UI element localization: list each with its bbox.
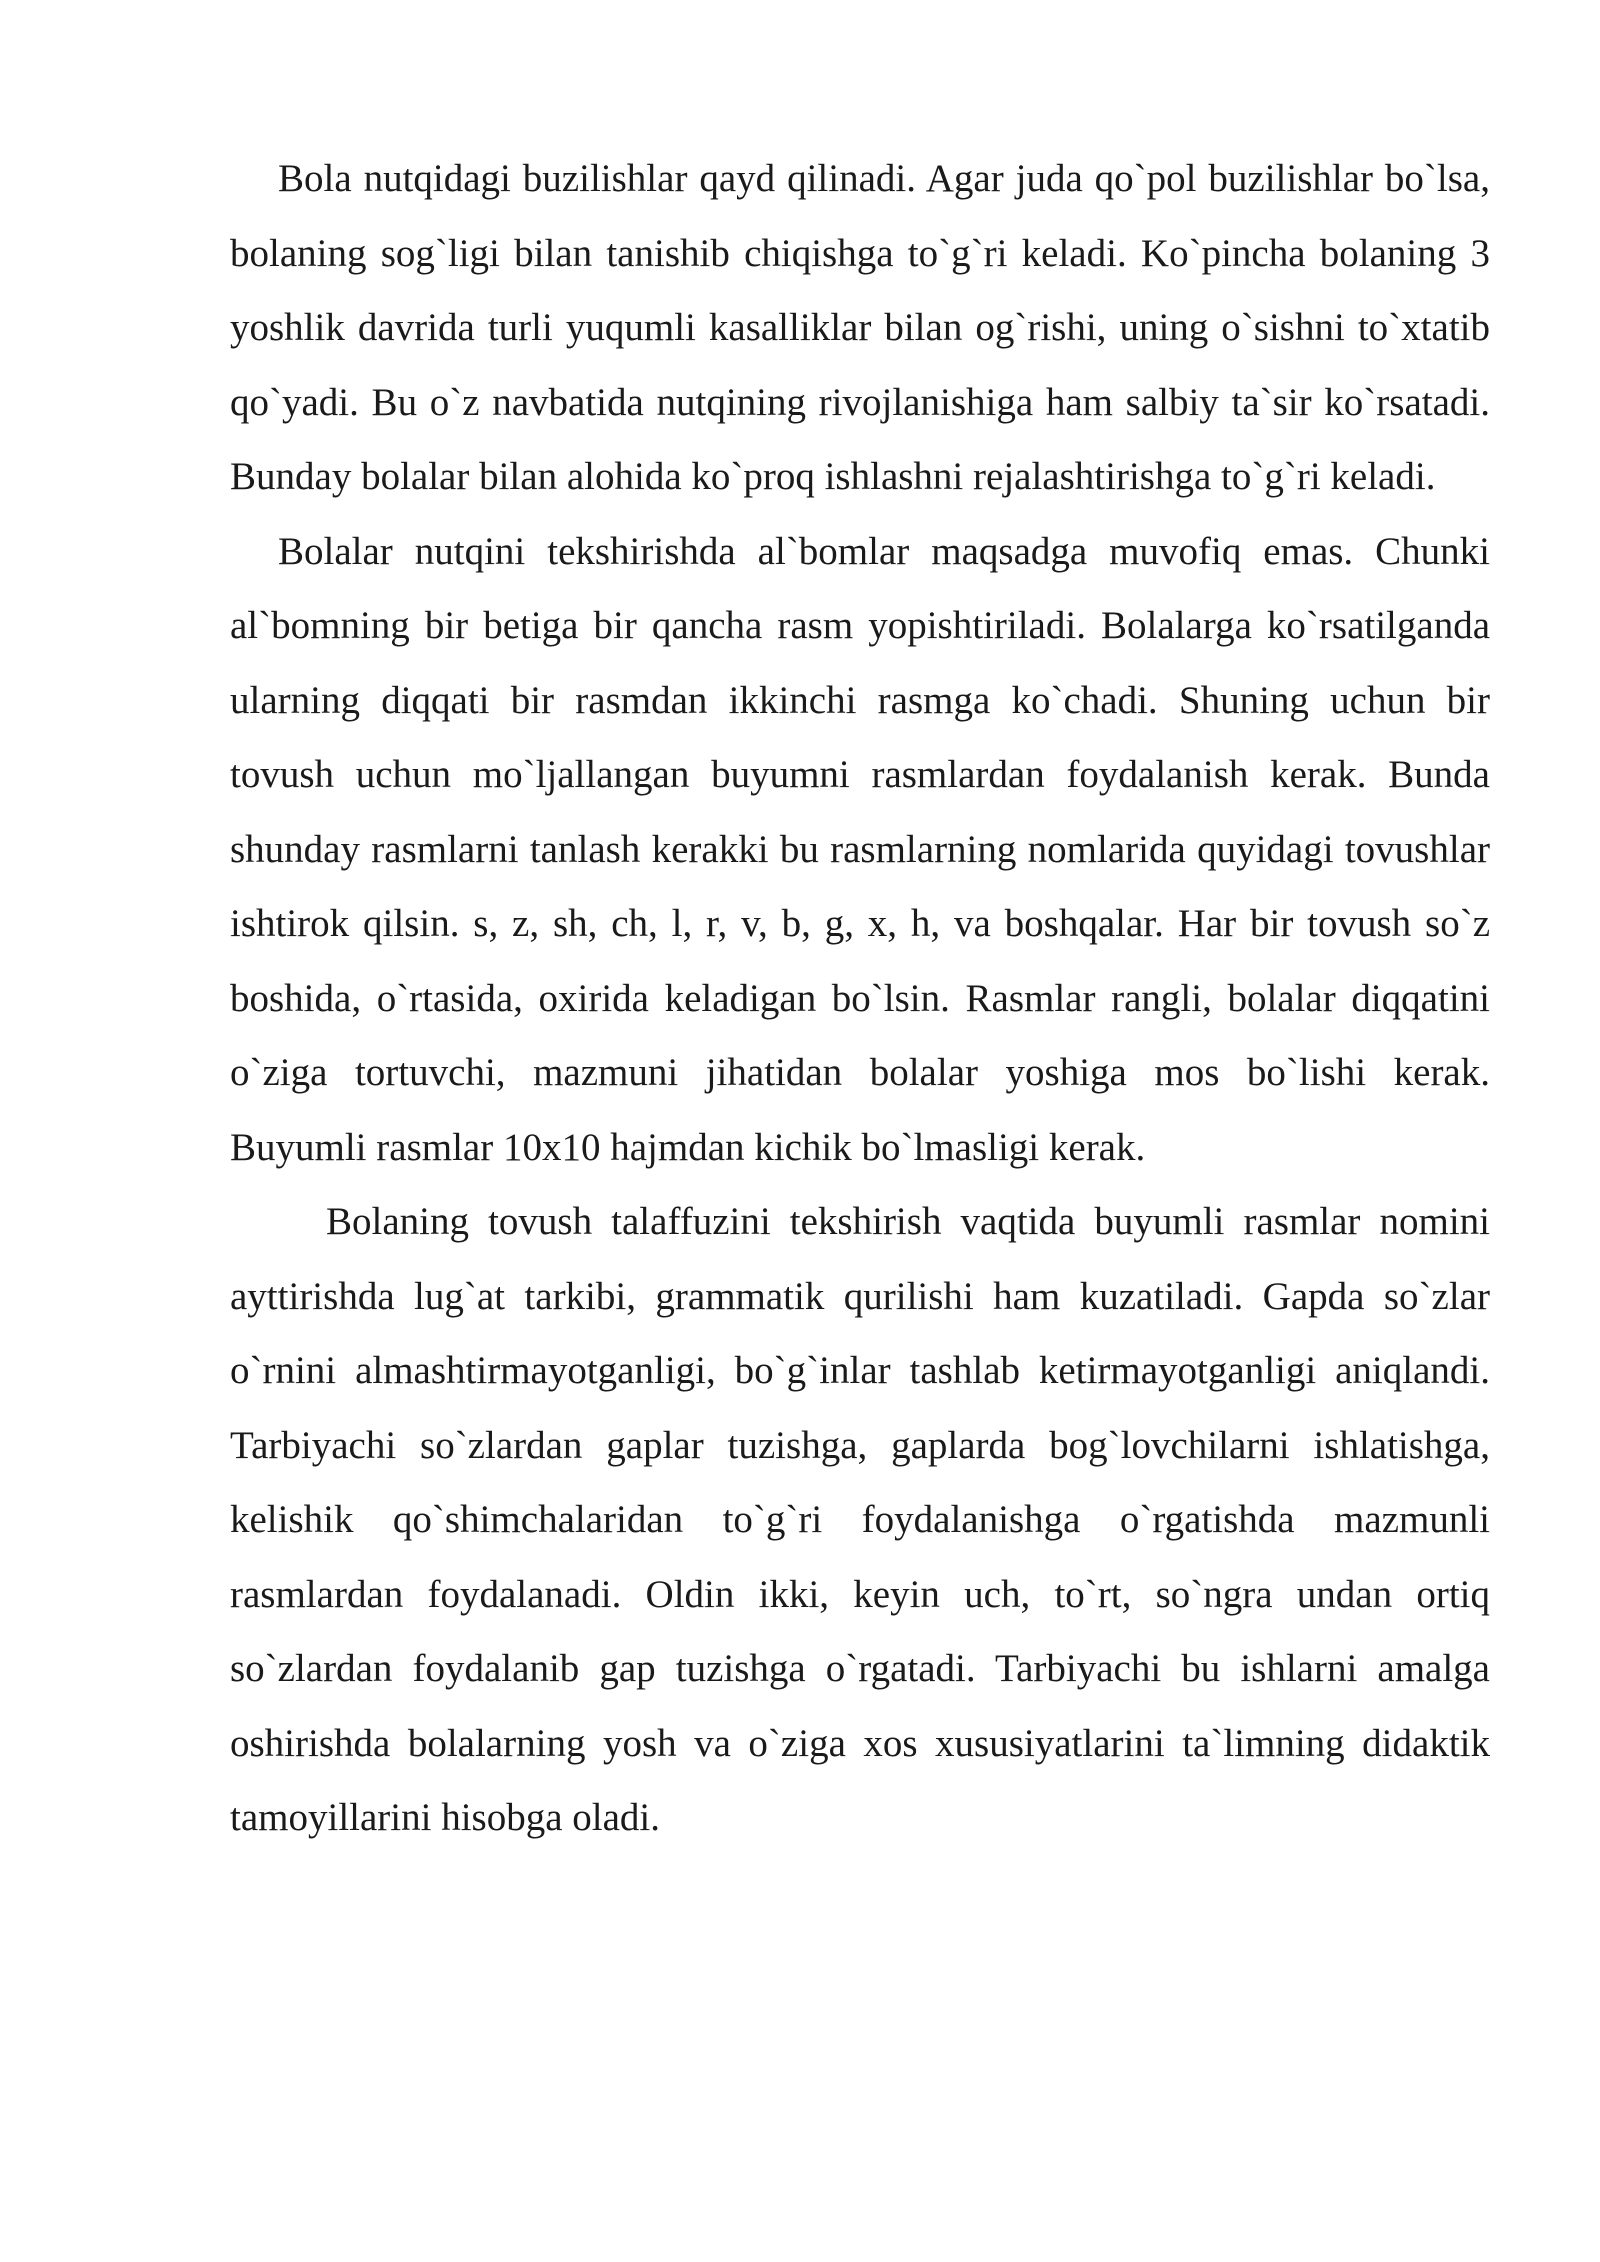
paragraph-1: Bola nutqidagi buzilishlar qayd qilinadi. Agar juda qo`pol buzilishlar bo`lsa, bolaning sog`ligi bilan tanishib chiqishga to`g`ri keladi. Ko`pincha bolaning 3 yoshlik davrida turli yuqumli kasalliklar bilan og`rishi, uning o`sishni to`xtatib qo`yadi. Bu o`z navbatida nutqining rivojlanishiga ham salbiy ta`sir ko`rsatadi. Bunday bolalar bilan alohida ko`proq ishlashni rejalashtirishga to`g`ri keladi. bbox=[230, 157, 1490, 498]
paragraph-3: Bolaning tovush talaffuzini tekshirish vaqtida buyumli rasmlar nomini ayttirishda lug`at tarkibi, grammatik qurilishi ham kuzatiladi. Gapda so`zlar o`rnini almashtirmayotganligi, bo`g`inlar tashlab ketirmayotganligi aniqlandi. Tarbiyachi so`zlardan gaplar tuzishga, gaplarda bog`lovchilarni ishlatishga, kelishik qo`shimchalaridan to`g`ri foydalanishga o`rgatishda mazmunli rasmlardan foydalanadi. Oldin ikki, keyin uch, to`rt, so`ngra undan ortiq so`zlardan foydalanib gap tuzishga o`rgatadi. Tarbiyachi bu ishlarni amalga oshirishda bolalarning yosh va o`ziga xos xususiyatlarini ta`limning didaktik tamoyillarini hisobga oladi. bbox=[230, 1200, 1490, 1839]
paragraph-2: Bolalar nutqini tekshirishda al`bomlar maqsadga muvofiq emas. Chunki al`bomning bir betiga bir qancha rasm yopishtiriladi. Bolalarga ko`rsatilganda ularning diqqati bir rasmdan ikkinchi rasmga ko`chadi. Shuning uchun bir tovush uchun mo`ljallangan buyumni rasmlardan foydalanish kerak. Bunda shunday rasmlarni tanlash kerakki bu rasmlarning nomlarida quyidagi tovushlar ishtirok qilsin. s, z, sh, ch, l, r, v, b, g, x, h, va boshqalar. Har bir tovush so`z boshida, o`rtasida, oxirida keladigan bo`lsin. Rasmlar rangli, bolalar diqqatini o`ziga tortuvchi, mazmuni jihatidan bolalar yoshiga mos bo`lishi kerak. Buyumli rasmlar 10x10 hajmdan kichik bo`lmasligi kerak. bbox=[230, 529, 1490, 1169]
document-page bbox=[230, 142, 1490, 1856]
